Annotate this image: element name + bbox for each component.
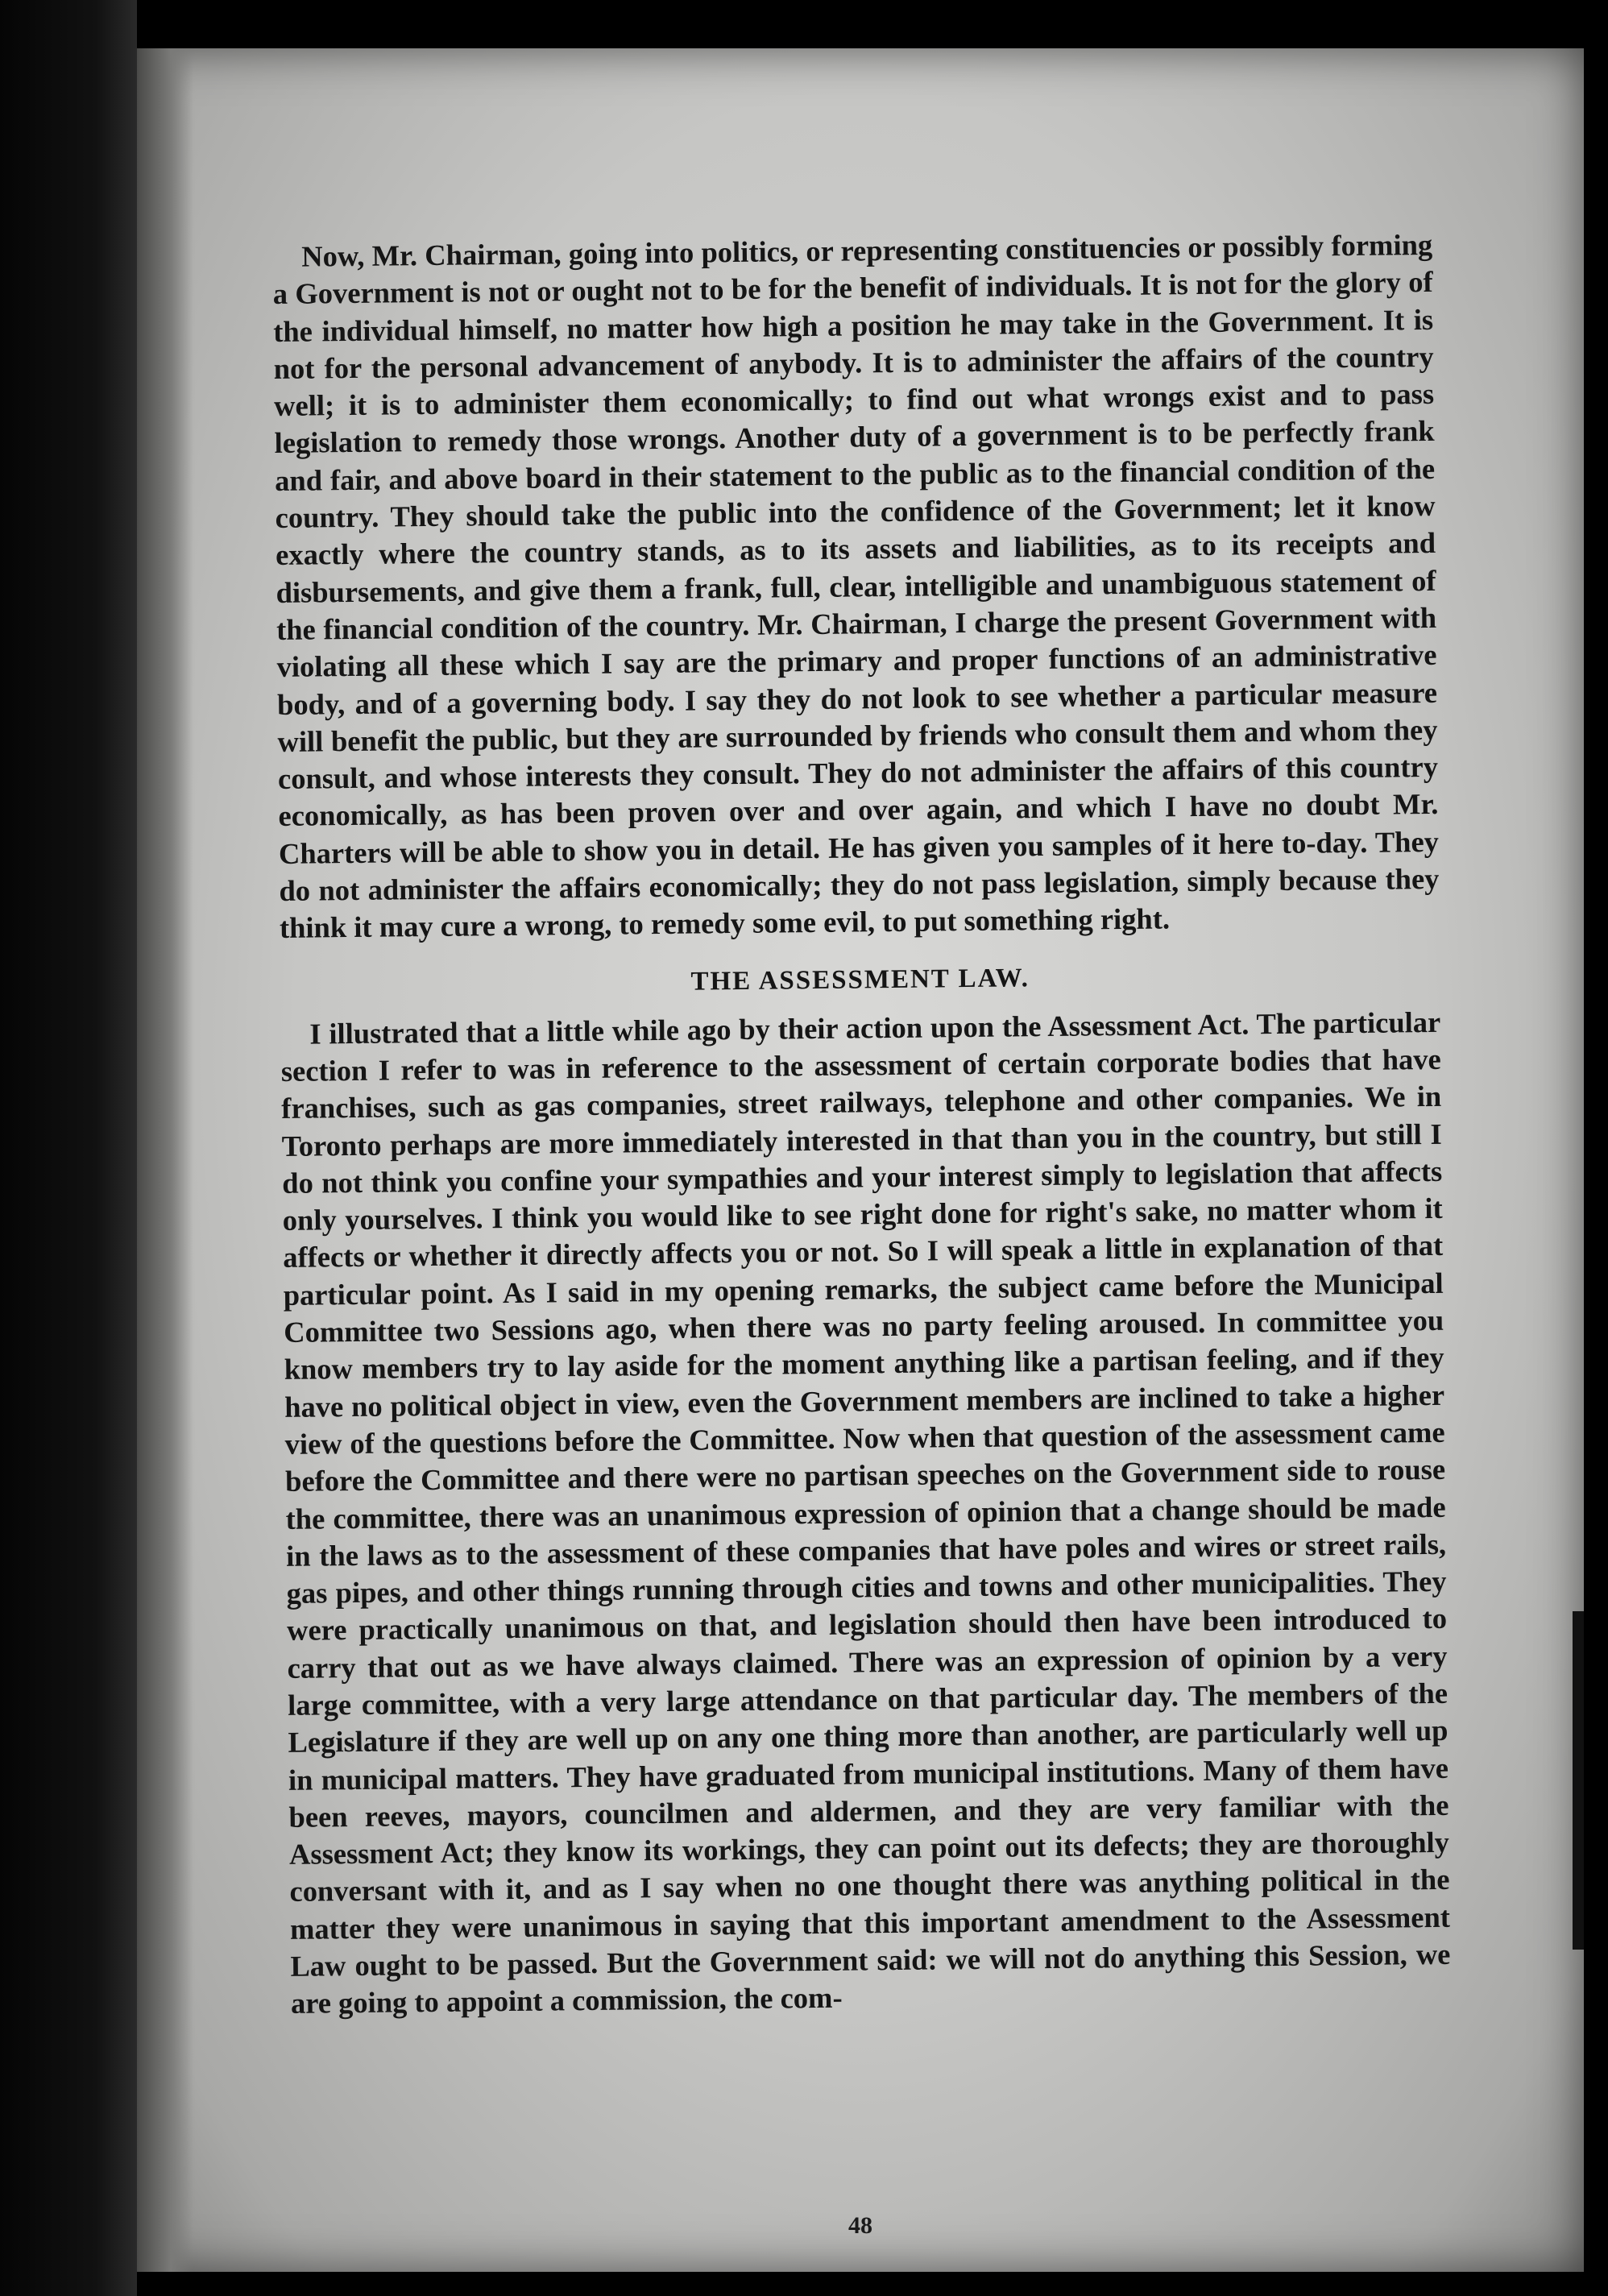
binding-mark bbox=[1573, 1611, 1584, 1950]
document-page bbox=[137, 48, 1584, 2272]
page-number: 48 bbox=[848, 2212, 872, 2239]
page-text bbox=[272, 226, 1451, 2023]
section-heading: THE ASSESSMENT LAW. bbox=[690, 963, 1030, 997]
page-spine-shadow bbox=[137, 48, 193, 2272]
scan-border-left bbox=[0, 0, 137, 2296]
body-paragraph-1: Now, Mr. Chairman, going into politics, or representing constituencies or possibly forming a Government is not or ought not to be for the benefit of individuals. It is not for the glory of the individual himself, no matter how high a position he may take in the Government. It is not for the personal advancement of anybody. It is to administer the affairs of the country well; it is to administer them economically; to find out what wrongs exist and to pass legislation to remedy those wrongs. Another duty of a government is to be perfectly frank and fair, and above board in their statement to the public as to the financial condition of the country. They should take the public into the confidence of the Government; let it know exactly where the country stands, as to its assets and liabilities, as to its receipts and disbursements, and give them a frank, full, clear, intelligible and unambiguous statement of the financial condition of the country. Mr. Chairman, I charge the present Government with violating all these which I say are the primary and proper functions of an administrative body, and of a governing body. I say they do not look to see whether a particular measure will benefit the public, but they are surrounded by friends who consult them and whom they consult, and whose interests they consult. They do not administer the affairs of this country economically, as has been proven over and over again, and which I have no doubt Mr. Charters will be able to show you in detail. He has given you samples of it here to-day. They do not administer the affairs economically; they do not pass legislation, simply because they think it may cure a wrong, to remedy some evil, to put something right. bbox=[272, 227, 1440, 945]
body-paragraph-2: I illustrated that a little while ago by their action upon the Assessment Act. The particular section I refer to was in reference to the assessment of certain corporate bodies that have franchises, such as gas companies, street railways, telephone and other companies. We in Toronto perhaps are more immediately interested in that than you in the country, but still I do not think you confine your sympathies and your interest simply to legislation that affects only yourselves. I think you would like to see right done for right's sake, no matter whom it affects or whether it directly affects you or not. So I will speak a little in explanation of that particular point. As I said in my opening remarks, the subject came before the Municipal Committee two Sessions ago, when there was no party feeling aroused. In committee you know members try to lay aside for the moment anything like a partisan feeling, and if they have no political object in view, even the Government members are inclined to take a higher view of the questions before the Committee. Now when that question of the assessment came before the Committee and there were no partisan speeches on the Government side to rouse the committee, there was an unanimous expression of opinion that a change should be made in the laws as to the assessment of these companies that have poles and wires or street rails, gas pipes, and other things running through cities and towns and other municipalities. They were practically unanimous on that, and legislation should then have been introduced to carry that out as we have always claimed. There was an expression of opinion by a very large committee, with a very large attendance on that particular day. The members of the Legislature if they are well up on any one thing more than another, are particularly well up in municipal matters. They have graduated from municipal institutions. Many of them have been reeves, mayors, councilmen and aldermen, and they are very familiar with the Assessment Act; they know its workings, they can point out its defects; they are thoroughly conversant with it, and as I say when no one thought there was anything political in the matter they were unanimous in saying that this important amendment to the Assessment Law ought to be passed. But the Government said: we will not do anything this Session, we are going to appoint a commission, the com- bbox=[280, 1005, 1451, 2020]
